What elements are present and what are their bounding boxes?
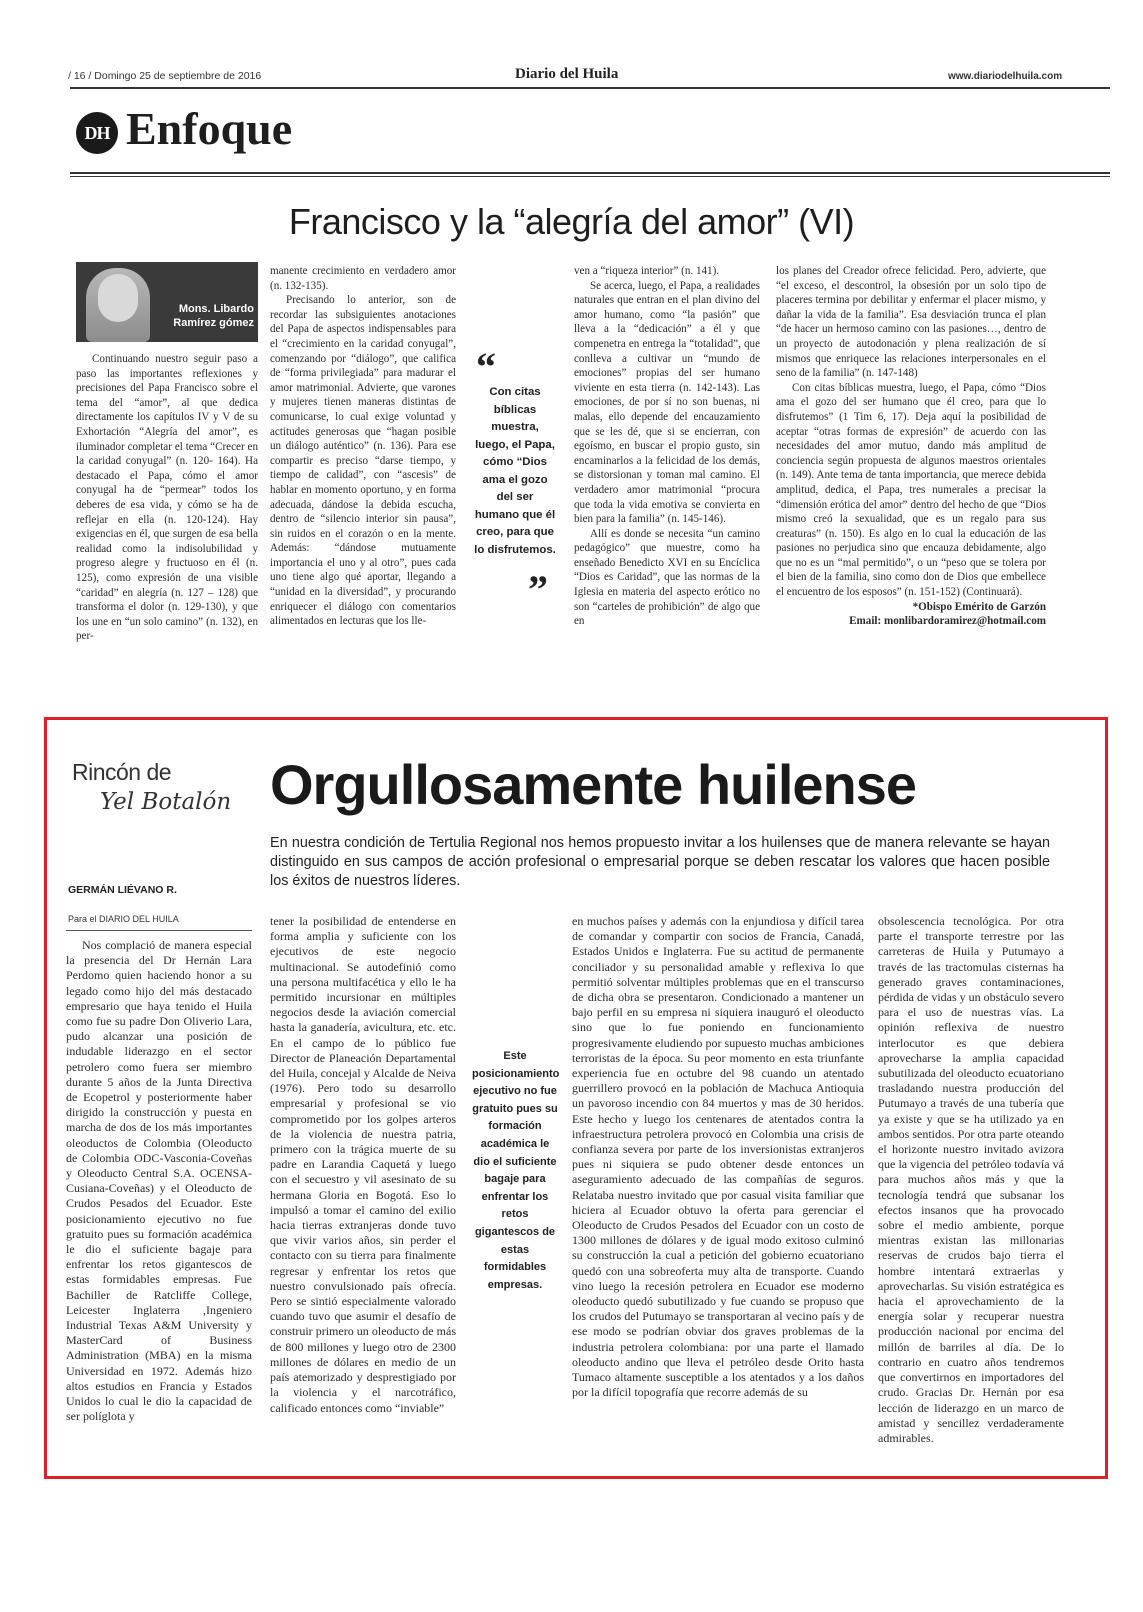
author-email[interactable]: Email: monlibardoramirez@hotmail.com [849, 615, 1046, 628]
article2-lead: En nuestra condición de Tertulia Regional nos hemos propuesto invitar a los huilenses que de manera relevante se hayan distinguido en sus campos de acción profesional o empresarial porque se deben rescatar los valores que hacen posible los éxitos de nuestros líderes. [270, 835, 1050, 889]
article1-col3-text-c: Allí es donde se necesita “un camino pedagógico” que muestre, como ha enseñado Benedicto XVI en su Encíclica “Dios es Caridad”, que las normas de la Iglesia en materia del aspecto erótico no son “carteles de prohibición” de algo que en [574, 527, 760, 628]
header-rule [70, 87, 1110, 89]
article2-author: GERMÁN LIÉVANO R. [68, 884, 177, 896]
close-quote-icon: ” [528, 567, 548, 612]
article2-byline: Para el DIARIO DEL HUILA [68, 914, 179, 924]
newspaper-name: Diario del Huila [515, 66, 619, 82]
article2-col1 [66, 938, 252, 1468]
section-title: Enfoque [126, 103, 293, 154]
section-rule [70, 172, 1110, 174]
article1-col1-text: Continuando nuestro seguir paso a paso las importantes reflexiones y precisiones del Papa Francisco sobre el tema del “amor”, al que dedica directamente los capítulos IV y V de su Exhortación “Alegría del amor”, es iluminador completar el tema “Crecer en la caridad conyugal” (n. 120- 164). Ha destacado el Papa, cómo el amor conyugal ha de “permear” todos los deberes de esa vida, y cómo se ha de reflejar en ella (n. 120-124). Hay exigencias en él, que surgen de esa bella realidad como la indisolubilidad y progreso alegre y fructuoso en él (n. 125), como expresión de una visible “caridad” en alegría (n. 127 – 128) que transforma el dolor (n. 129-130), y que los une en “un solo camino” (n. 132), en per- [76, 353, 258, 643]
article2-title: Orgullosamente huilense [270, 753, 917, 816]
article2-col4 [878, 914, 1064, 1468]
article1-pullquote: Con citas bíblicas muestra, luego, el Papa, cómo “Dios ama el gozo del ser humano que él creo, para que lo disfrutemos. [474, 386, 556, 556]
byline-rule [66, 930, 252, 931]
article2-col2-text: tener la posibilidad de entenderse en forma amplia y suficiente con los ejecutivos de este negocio multinacional. Se autodefinió como una persona multifacética y ello le ha permitido incursionar en múltiples negocios desde la aviación comercial hasta la ganadería, avicultura, etc. etc. En el campo de lo público fue Director de Planeación Departamental del Huila, concejal y Alcalde de Neiva (1976). Pero todo su desarrollo empresarial y profesional se vio comprometido por los golpes arteros de la violencia de nuestra patria, primero con la trágica muerte de su padre en Larandia Caquetá y luego con el secuestro y vil asesinato de su hermana Gloria en Bogotá. Eso lo impulsó a tomar el camino del exilio hacia tierras extranjeras donde tuvo que vivir varios años, sin perder el contacto con su tierra para finalmente regresar y enfrentar los retos que nuestro convulsionado país ofrecía. Pero se sintió especialmente valorado cuando tuvo que asumir el desafío de construir primero un oleoducto de más de 800 millones y luego otro de 2300 millones de dólares en medio de un país atemorizado y desprestigiado por la violencia y el narcotráfico, calificado entonces como “inviable” [270, 914, 456, 1415]
article1-col4 [776, 264, 1046, 697]
article1-col3-text-a: ven a “riqueza interior” (n. 141). [574, 265, 720, 277]
article1-col1 [76, 352, 258, 697]
column-brand-line2: Yel Botalón [100, 789, 232, 815]
article1-col2-text-b: Precisando lo anterior, son de recordar las subsiguientes anotaciones del Papa de aspectos indispensables para el “crecimiento en la caridad conyugal”, comenzando por “diálogo”, que califica de “forma privilegiada” para madurar el amor matrimonial. Advierte, que varones y mujeres tienen maneras distintas de comunicarse, lo cual exige voluntad y actitudes generosas que “hagan posible un diálogo auténtico” (n. 136). Para ese compartir es preciso “darse tiempo, y tiempo de calidad”, con “ascesis” de hablar en momento oportuno, y en forma adecuada, dándose la debida escucha, dentro de “silencio interior sin pausa”, sin ruidos en el corazón o en la mente. Además: “dándose mutuamente importancia el uno y al otro”, pues cada uno tiene algo qué aportar, llegando a “unidad en la diversidad”, y procurando enriquecer el diálogo con comentarios alimentados en lecturas que los lle- [270, 294, 456, 628]
section-rule-thin [70, 176, 1110, 177]
article2-pullquote: Este posicionamiento ejecutivo no fue gratuito pues su formación académica le dio el suficiente bagaje para enfrentar los retos gigantescos de estas formidables empresas. [472, 1050, 560, 1291]
article2-col3-text: en muchos países y además con la enjundiosa y difícil tarea de comandar y compartir con socios de Francia, Canadá, Estados Unidos e Inglaterra. Fue su actitud de permanente conciliador y su personalidad amable y reflexiva lo que permitió solventar múltiples problemas que en el transcurso de dicha obra se presentaron. Condicionado a mantener un bajo perfil en su empresa ni siquiera inauguró el oleoducto sino que lo fue poniendo en funcionamiento progresivamente eludiendo por supuesto muchas ambiciones terroristas de la época. Su peor momento en esta triunfante experiencia fue en octubre del 98 cuando un atentado guerrillero provocó en la población de Machuca Antioquia un pavoroso incendio con 84 muertos y mas de 30 heridos. Este hecho y luego los centenares de atentados contra la infraestructura petrolera provocó en Colombia una crisis de confianza severa por parte de los inversionistas extranjeros pues ni siquiera se pudo obtener desde entonces un aseguramiento adecuado de las compañías de seguros. Relataba nuestro invitado que por casual visita familiar que hiciera al Ecuador obtuvo la oferta para gerenciar el Oleoducto de Crudos Pesados del Ecuador con un costo de 1300 millones de dólares y de igual modo exitoso culminó su construcción la cual a petición del gobierno ecuatoriano quedó con una sobreoferta muy alta de transporte. Cuando vino luego la recesión petrolera en Ecuador ese moderno oleoducto quedó subutilizado y fue cuando se propuso que los crudos del Putumayo se transportaran al vecino país y de ese modo se podrían obviar dos graves problemas de la industria petrolera colombiana: por una parte el llamado oleoducto andino que lleva el petróleo desde Orito hasta Tumaco altamente susceptible a los atentados y a los daños por la difícil topografía que recorre además de su [572, 914, 864, 1400]
article1-col2 [270, 264, 456, 697]
article1-col2-text-a: manente crecimiento en verdadero amor (n. 132-135). [270, 265, 456, 292]
author-name: Mons. Libardo Ramírez gómez [173, 303, 254, 329]
article2-col2 [270, 914, 456, 1468]
article1-title: Francisco y la “alegría del amor” (VI) [288, 201, 855, 242]
article1-col4-text-b: Con citas bíblicas muestra, luego, el Papa, cómo “Dios ama el gozo del ser humano que él creo, para que lo disfrutemos” (1 Tim 6, 17). Deja aquí la posibilidad de aceptar “otras formas de expresión” de acuerdo con las necesidades del amor mutuo, dando más amplitud de conciencia según propuesta de algunos maestros orientales (n. 149). Ante tema de tanta importancia, que merece debida amplitud, dedica, el Papa, tres numerales a precisar la “dimensión erótica del amor” dentro del hecho de que “Dios mismo creó la sexualidad, que es un regalo para sus creaturas” (n. 150). Es algo en lo cual la educación de las pasiones no perjudica sino que encauza debidamente, algo que no es un “mal permitido”, o un “peso que se tolera por el bien de la familia, sino como don de Dios que embellece el encuentro de los esposos” (n. 151-152) (Continuará). [776, 381, 1046, 599]
open-quote-icon: “ [476, 344, 496, 389]
page-info: / 16 / Domingo 25 de septiembre de 2016 [68, 70, 262, 82]
author-avatar-face [98, 274, 138, 322]
article1-col3 [574, 264, 760, 697]
article2-col3 [572, 914, 864, 1468]
article1-col3-text-b: Se acerca, luego, el Papa, a realidades naturales que entran en el plan divino del amor humano, como “la pasión” que lleva a la “dedicación” a él y que compenetra en entrega la “totalidad”, que conlleva a cultivar un “mundo de emociones” propias del ser humano viviente en esta tierra (n. 142-143). Las emociones, de por sí no son buenas, ni malas, ello depende del encauzamiento que se les dé, que si se encierran, con egoísmo, en buscar el propio gusto, sin encaminarlos a la felicidad de los demás, se distorsionan y toman mal camino. El verdadero amor matrimonial “procura que toda la vida emotiva se convierta en bien para la familia” (n. 145-146). [574, 279, 760, 526]
column-brand [72, 758, 252, 834]
author-note: *Obispo Emérito de Garzón [912, 600, 1046, 613]
author-photo-frame [76, 262, 258, 342]
article2-col4-text: obsolescencia tecnológica. Por otra parte el transporte terrestre por las carreteras de Huila y Putumayo a través de las tractomulas cisternas ha generado graves contaminaciones, pérdida de vidas y un obstáculo severo para el uso de nuestras vías. La opinión reflexiva de nuestro interlocutor es que debiera aprovecharse la amplia capacidad subutilizada del oleoducto ecuatoriano trasladando nuestra producción del Putumayo a través de una tubería que ya existe y que se ha utilizado ya en ambos sentidos. Por otra parte oteando el horizonte nuestro invitado avizora que la vigencia del petróleo todavía vá para muchos años más y que la tecnología tendrá que subsanar los efectos insanos que ha provocado sobre el medio ambiente, porque mientras existan las millonarias reservas de crudos bajo tierra el hombre intentará extraerlas y aprovecharlas. Su visión estratégica es hacia el aprovechamiento de la energía solar y recuperar nuestra producción nacional por encima del millón de barriles al día. De lo contrario en cuatro años tendremos que convertirnos en importadores del crudo. Gracias Dr. Hernán por esa lección de liderazgo en un marco de amistad y sencillez verdaderamente admirables. [878, 914, 1064, 1445]
article1-col4-text-a: los planes del Creador ofrece felicidad. Pero, advierte, que “el exceso, el descontrol, la obsesión por un solo tipo de placeres termina por debilitar y enfermar el placer mismo, y dañar la vida de la familia”. Esa desviación trunca el plan “de hacer un hermoso camino con las pasiones…, dentro de un proyecto de autodonación y plena realización de sí mismos que enriquece las relaciones interpersonales en el seno de la familia” (n. 147-148) [776, 265, 1046, 380]
column-brand-line1: Rincón de [72, 759, 172, 785]
dh-logo [76, 112, 118, 154]
article2-col1-text: Nos complació de manera especial la presencia del Dr Hernán Lara Perdomo quien haciendo honor a su legado como hijo del más destacado empresario que haya tenido el Huila como fue su padre Don Oliverio Lara, pudo alcanzar una posición de indudable liderazgo en el sector petrolero como fuera ser miembro durante 5 años de la Junta Directiva de Ecopetrol y posteriormente haber dirigido la construcción y puesta en marcha de dos de los más importantes oleoductos de Colombia (Oleoducto de Colombia ODC-Vasconia-Coveñas y Oleoducto Central S.A. OCENSA- Cusiana-Coveñas) y el Oleoducto de Crudos Pesados del Ecuador. Este posicionamiento ejecutivo no fue gratuito pues su formación académica le dio el suficiente bagaje para enfrentar los retos gigantescos de estas formidables empresas. Fue Bachiller de Ratcliffe College, Leicester Inglaterra ,Ingeniero Industrial Texas A&M University y MasterCard of Business Administration (MBA) en la misma Universidad en 1972. Además hizo altos estudios en Francia y Estados Unidos lo cual le dio la capacidad de ser políglota y [66, 938, 252, 1424]
website-link[interactable]: www.diariodelhuila.com [948, 71, 1063, 82]
dh-logo-text: DH [84, 123, 110, 143]
